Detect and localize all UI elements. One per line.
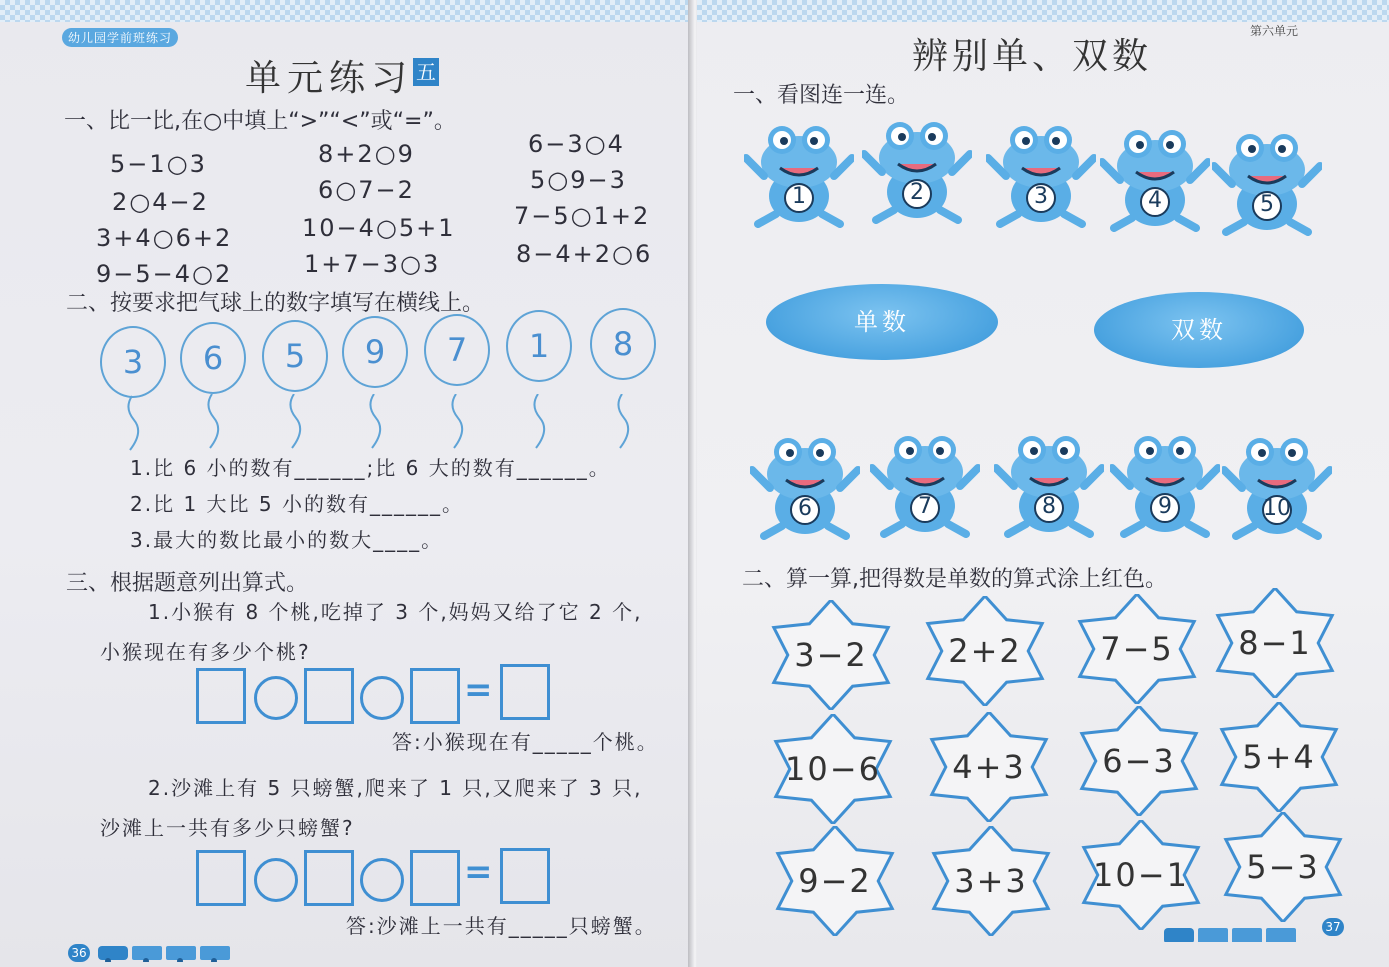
page-number: 36 — [68, 944, 90, 962]
checker-border — [697, 0, 1389, 22]
section-1-heading: 一、比一比,在○中填上“>”“<”或“=”。 — [64, 109, 456, 134]
frog-2[interactable] — [862, 114, 972, 224]
balloon: 5 — [262, 320, 328, 392]
problem-2-answer[interactable]: 答:沙滩上一共有_____只螃蟹。 — [346, 914, 657, 938]
train-icon — [1162, 920, 1330, 942]
problem-2-question: 沙滩上一共有多少只螃蟹? — [100, 816, 355, 840]
series-badge: 幼儿园学前班练习 — [62, 28, 178, 47]
star-label: 3+3 — [954, 862, 1028, 900]
left-page — [0, 0, 693, 967]
star-label: 3−2 — [794, 636, 868, 674]
unit-badge: 五 — [413, 58, 439, 86]
frog-number: 9 — [1158, 494, 1172, 519]
compare-item[interactable]: 1+7−3○3 — [304, 250, 441, 278]
answer-box[interactable] — [500, 848, 550, 904]
frog-10[interactable] — [1222, 430, 1332, 540]
compare-item[interactable]: 7−5○1+2 — [514, 202, 651, 230]
star-label: 9−2 — [798, 862, 872, 900]
star-label: 8−1 — [1238, 624, 1312, 662]
star-label: 10−1 — [1093, 856, 1189, 894]
compare-item[interactable]: 9−5−4○2 — [96, 260, 233, 288]
star-label: 5−3 — [1246, 848, 1320, 886]
star-label: 7−5 — [1100, 630, 1174, 668]
section-1-heading: 一、看图连一连。 — [733, 83, 910, 108]
frog-number: 3 — [1034, 184, 1048, 209]
star-expression[interactable] — [1070, 706, 1208, 816]
star-expression[interactable] — [1210, 702, 1348, 812]
balloon: 8 — [590, 308, 656, 380]
train-icon — [96, 940, 256, 962]
page-number: 37 — [1322, 918, 1344, 936]
frog-number: 8 — [1042, 494, 1056, 519]
star-expression[interactable] — [764, 714, 902, 824]
answer-box[interactable] — [304, 668, 354, 724]
equals-sign: = — [464, 852, 493, 892]
unit-label: 第六单元 — [1250, 24, 1299, 38]
star-expression[interactable] — [1206, 588, 1344, 698]
section-2-heading: 二、按要求把气球上的数字填写在横线上。 — [66, 291, 485, 316]
section-2-heading: 二、算一算,把得数是单数的算式涂上红色。 — [742, 567, 1167, 592]
compare-item[interactable]: 8+2○9 — [318, 140, 415, 168]
problem-1-answer[interactable]: 答:小猴现在有_____个桃。 — [392, 730, 659, 754]
frog-7[interactable] — [870, 428, 980, 538]
problem-1-question: 小猴现在有多少个桃? — [100, 640, 311, 664]
compare-item[interactable]: 6○7−2 — [318, 176, 415, 204]
balloon-question-3[interactable]: 3.最大的数比最小的数大____。 — [130, 528, 444, 552]
frog-8[interactable] — [994, 428, 1104, 538]
compare-item[interactable]: 5−1○3 — [110, 150, 207, 178]
page-title: 辨别单、双数 — [912, 36, 1153, 77]
frog-number: 5 — [1260, 192, 1274, 217]
even-lily-pad[interactable]: 双数 — [1094, 292, 1304, 368]
frog-number: 6 — [798, 496, 812, 521]
star-label: 2+2 — [948, 632, 1022, 670]
problem-2-text: 2.沙滩上有 5 只螃蟹,爬来了 1 只,又爬来了 3 只, — [148, 776, 643, 800]
compare-item[interactable]: 2○4−2 — [112, 188, 209, 216]
answer-box[interactable] — [196, 668, 246, 724]
frog-4[interactable] — [1100, 122, 1210, 232]
compare-item[interactable]: 8−4+2○6 — [516, 240, 653, 268]
balloon-question-2[interactable]: 2.比 1 大比 5 小的数有______。 — [130, 492, 464, 516]
star-expression[interactable] — [1068, 594, 1206, 704]
star-label: 4+3 — [952, 748, 1026, 786]
compare-item[interactable]: 6−3○4 — [528, 130, 625, 158]
balloon-question-1[interactable]: 1.比 6 小的数有______;比 6 大的数有______。 — [130, 456, 611, 480]
star-expression[interactable] — [1214, 812, 1352, 922]
balloon: 9 — [342, 316, 408, 388]
star-label: 5+4 — [1242, 738, 1316, 776]
answer-box[interactable] — [410, 850, 460, 906]
balloon: 1 — [506, 310, 572, 382]
odd-lily-pad[interactable]: 单数 — [766, 284, 998, 360]
balloon: 7 — [424, 314, 490, 386]
star-expression[interactable] — [766, 826, 904, 936]
frog-6[interactable] — [750, 430, 860, 540]
star-expression[interactable] — [762, 600, 900, 710]
checker-border — [0, 0, 693, 22]
star-label: 10−6 — [785, 750, 881, 788]
operator-circle[interactable] — [360, 858, 404, 902]
frog-number: 2 — [910, 180, 924, 205]
answer-box[interactable] — [500, 664, 550, 720]
answer-box[interactable] — [304, 850, 354, 906]
equals-sign: = — [464, 670, 493, 710]
page-title: 单元练习 — [245, 58, 414, 99]
frog-9[interactable] — [1110, 428, 1220, 538]
compare-item[interactable]: 10−4○5+1 — [302, 214, 456, 242]
frog-number: 10 — [1263, 496, 1291, 521]
star-expression[interactable] — [1072, 820, 1210, 930]
frog-number: 7 — [918, 494, 932, 519]
answer-box[interactable] — [410, 668, 460, 724]
answer-box[interactable] — [196, 850, 246, 906]
problem-1-text: 1.小猴有 8 个桃,吃掉了 3 个,妈妈又给了它 2 个, — [148, 600, 643, 624]
star-expression[interactable] — [920, 712, 1058, 822]
star-expression[interactable] — [922, 826, 1060, 936]
operator-circle[interactable] — [360, 676, 404, 720]
section-3-heading: 三、根据题意列出算式。 — [66, 571, 309, 596]
compare-item[interactable]: 5○9−3 — [530, 166, 627, 194]
frog-1[interactable] — [744, 118, 854, 228]
operator-circle[interactable] — [254, 676, 298, 720]
frog-number: 4 — [1148, 188, 1162, 213]
balloon: 3 — [100, 326, 166, 398]
balloon: 6 — [180, 322, 246, 394]
frog-3[interactable] — [986, 118, 1096, 228]
frog-number: 1 — [792, 184, 806, 209]
star-expression[interactable] — [916, 596, 1054, 706]
operator-circle[interactable] — [254, 858, 298, 902]
balloon-strings — [90, 394, 650, 454]
compare-item[interactable]: 3+4○6+2 — [96, 224, 233, 252]
frog-5[interactable] — [1212, 126, 1322, 236]
star-label: 6−3 — [1102, 742, 1176, 780]
